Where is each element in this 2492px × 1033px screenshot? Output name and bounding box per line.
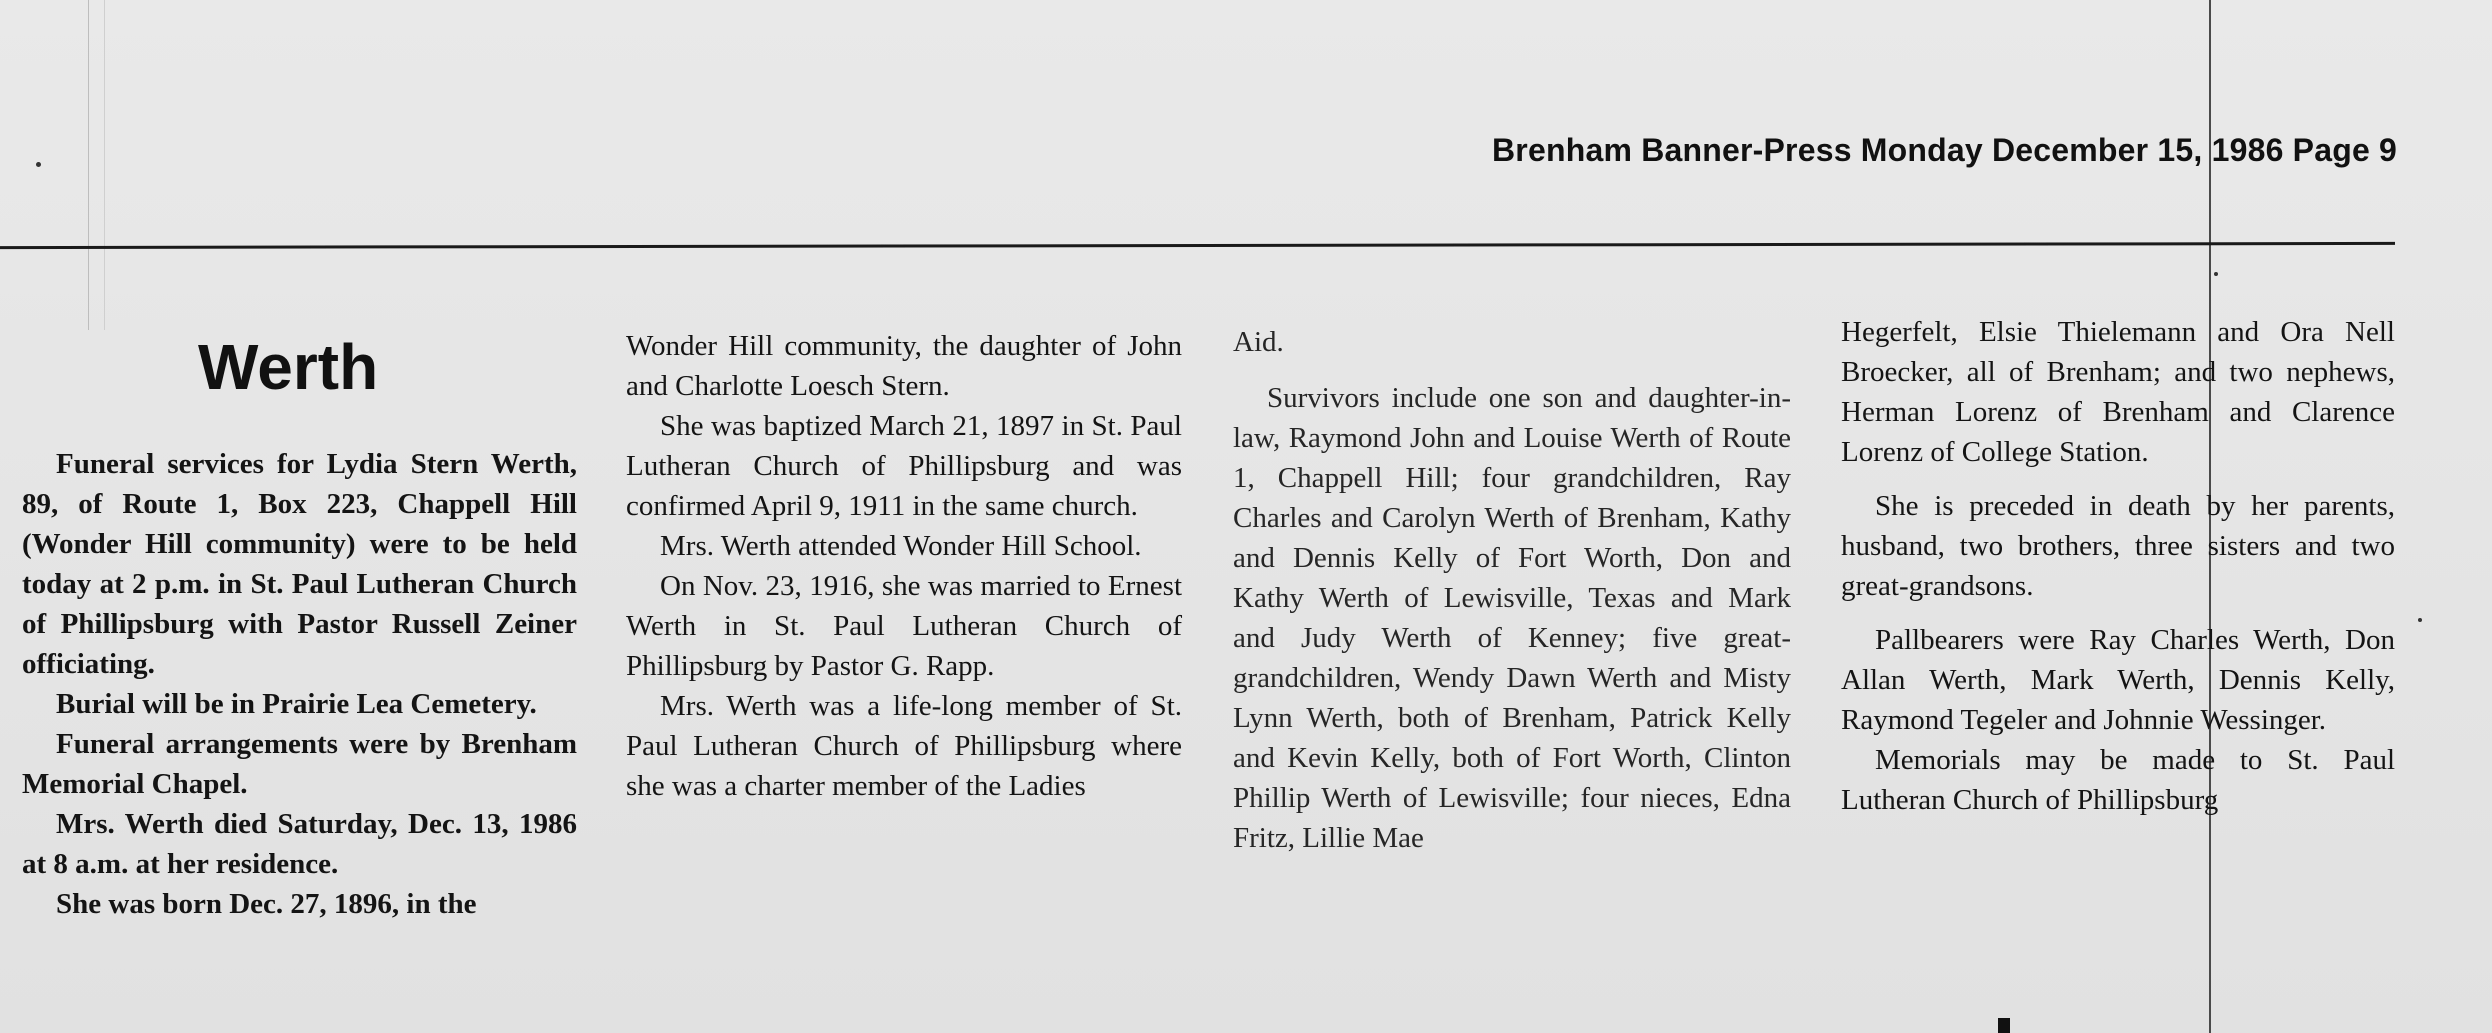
paragraph: Mrs. Werth died Saturday, Dec. 13, 1986 at 8 a.m. at her residence.: [22, 808, 577, 880]
next-article-fragment: [1998, 1018, 2010, 1033]
paragraph: She was born Dec. 27, 1896, in the: [56, 888, 477, 920]
article-column-2: [626, 326, 1182, 806]
print-speck: [2418, 618, 2422, 622]
masthead: Brenham Banner-Press Monday December 15, 1986 Page 9: [1492, 132, 2398, 168]
paragraph: Burial will be in Prairie Lea Cemetery.: [56, 688, 537, 720]
article-column-4: [1841, 312, 2395, 820]
page-fold-line: [88, 0, 89, 330]
paragraph: Mrs. Werth attended Wonder Hill School.: [660, 530, 1142, 562]
paragraph: Funeral services for Lydia Stern Werth, 89, of Route 1, Box 223, Chappell Hill (Wonder Hill community) were to be held today at 2 p.m. in St. Paul Lutheran Church of Phillipsburg with Pastor Russell Zeiner officiating.: [22, 448, 577, 680]
paragraph: She is preceded in death by her parents, husband, two brothers, three sisters and two great-grandsons.: [1841, 490, 2395, 602]
paragraph: On Nov. 23, 1916, she was married to Ernest Werth in St. Paul Lutheran Church of Phillipsburg by Pastor G. Rapp.: [626, 570, 1182, 682]
article-column-3: [1233, 322, 1791, 858]
paragraph: She was baptized March 21, 1897 in St. Paul Lutheran Church of Phillipsburg and was confirmed April 9, 1911 in the same church.: [626, 410, 1182, 522]
paragraph: Memorials may be made to St. Paul Lutheran Church of Phillipsburg: [1841, 744, 2395, 816]
paragraph: Survivors include one son and daughter-in-law, Raymond John and Louise Werth of Route 1, Chappell Hill; four grandchildren, Ray Charles and Carolyn Werth of Brenham, Kathy and Dennis Kelly of Fort Worth, Don and Kathy Werth of Lewisville, Texas and Mark and Judy Werth of Kenney; five great-grandchildren, Wendy Dawn Werth and Misty Lynn Werth, both of Brenham, Patrick Kelly and Kevin Kelly, both of Fort Worth, Clinton Phillip Werth of Lewisville; four nieces, Edna Fritz, Lillie Mae: [1233, 382, 1791, 854]
paragraph: Wonder Hill community, the daughter of John and Charlotte Loesch Stern.: [626, 330, 1182, 402]
print-speck: [2214, 272, 2218, 276]
obituary-headline: Werth: [198, 331, 379, 403]
print-speck: [36, 162, 41, 167]
paragraph: Hegerfelt, Elsie Thielemann and Ora Nell Broecker, all of Brenham; and two nephews, Herman Lorenz of Brenham and Clarence Lorenz of College Station.: [1841, 316, 2395, 468]
paragraph: Mrs. Werth was a life-long member of St. Paul Lutheran Church of Phillipsburg where she was a charter member of the Ladies: [626, 690, 1182, 802]
paragraph: Aid.: [1233, 326, 1284, 358]
page-fold-line: [104, 0, 105, 330]
article-column-1: [22, 444, 577, 924]
masthead-rule: [0, 242, 2395, 249]
paragraph: Funeral arrangements were by Brenham Memorial Chapel.: [22, 728, 577, 800]
paragraph: Pallbearers were Ray Charles Werth, Don Allan Werth, Mark Werth, Dennis Kelly, Raymond Tegeler and Johnnie Wessinger.: [1841, 624, 2395, 736]
